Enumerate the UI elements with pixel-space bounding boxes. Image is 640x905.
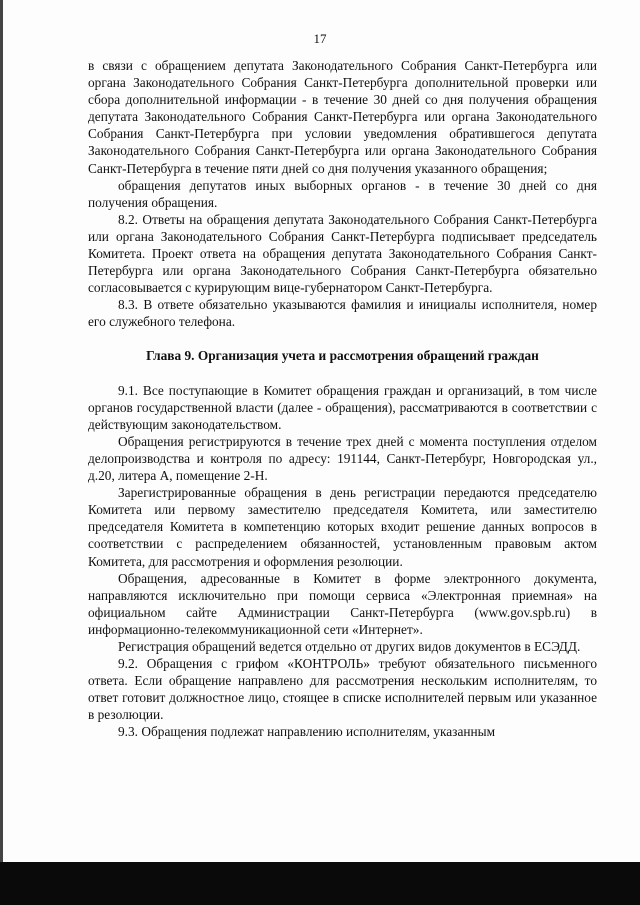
paragraph: 9.3. Обращения подлежат направлению исполнителям, указанным bbox=[118, 724, 496, 740]
paragraph: Обращения регистрируются в течение трех дней с момента поступления отделом делопроизводства и контроля по адресу: 191144, Санкт-Петербург, Новгородская ул., д.20, литера А, помещение 2-Н. bbox=[88, 433, 597, 484]
paragraph: Обращения, адресованные в Комитет в форме электронного документа, направляются исключительно при помощи сервиса «Электронная приемная» на официальном сайте Администрации Санкт-Петербурга (www.gov.spb.ru) в информационно-телекоммуникационной сети «Интернет». bbox=[88, 570, 597, 637]
paragraph: 9.1. Все поступающие в Комитет обращения граждан и организаций, в том числе органов государственной власти (далее - обращения), рассматриваются в соответствии с действующим законодательством. bbox=[88, 382, 597, 432]
paragraph: 8.3. В ответе обязательно указываются фамилия и инициалы исполнителя, номер его служебного телефона. bbox=[88, 297, 597, 330]
paragraph: Зарегистрированные обращения в день регистрации передаются председателю Комитета или первому заместителю председателя Комитета, или заместителю председателя Комитета в компетенцию которых входит решение данных вопросов в соответствии с распределением обязанностей, установленным правовым актом Комитета, для рассмотрения и оформления резолюции. bbox=[88, 485, 597, 569]
scan-bottom-border bbox=[0, 862, 640, 905]
paragraph: Регистрация обращений ведется отдельно от других видов документов в ЕСЭДД. bbox=[118, 639, 581, 654]
page-number: 17 bbox=[313, 31, 327, 46]
paragraph: 8.2. Ответы на обращения депутата Законодательного Собрания Санкт-Петербурга или органа Законодательного Собрания Санкт-Петербурга подписывает председатель Комитета. Проект ответа на обращения депутата Законодательного Собрания Санкт-Петербурга или органа Законодательного Собрания Санкт-Петербурга обязательно согласовывается с курирующим вице-губернатором Санкт-Петербурга. bbox=[88, 211, 597, 296]
scan-edge bbox=[0, 0, 3, 862]
document-body bbox=[88, 57, 597, 741]
chapter-heading: Глава 9. Организация учета и рассмотрения обращений граждан bbox=[146, 347, 539, 363]
paragraph: в связи с обращением депутата Законодательного Собрания Санкт-Петербурга или органа Законодательного Собрания Санкт-Петербурга дополнительной проверки или сбора дополнительной информации - в течение 30 дней со дня получения обращения депутата Законодательного Собрания Санкт-Петербурга или органа Законодательного Собрания Санкт-Петербурга при условии уведомления обратившегося депутата Законодательного Собрания Санкт-Петербурга или органа Законодательного Собрания Санкт-Петербурга в течение пяти дней со дня получения указанного обращения; bbox=[88, 58, 597, 176]
paragraph: 9.2. Обращения с грифом «КОНТРОЛЬ» требуют обязательного письменного ответа. Если обращение направлено для рассмотрения нескольким исполнителям, то ответ готовит должностное лицо, стоящее в списке исполнителей первым или указанное в резолюции. bbox=[88, 656, 597, 723]
paragraph: обращения депутатов иных выборных органов - в течение 30 дней со дня получения обращения. bbox=[88, 177, 597, 210]
